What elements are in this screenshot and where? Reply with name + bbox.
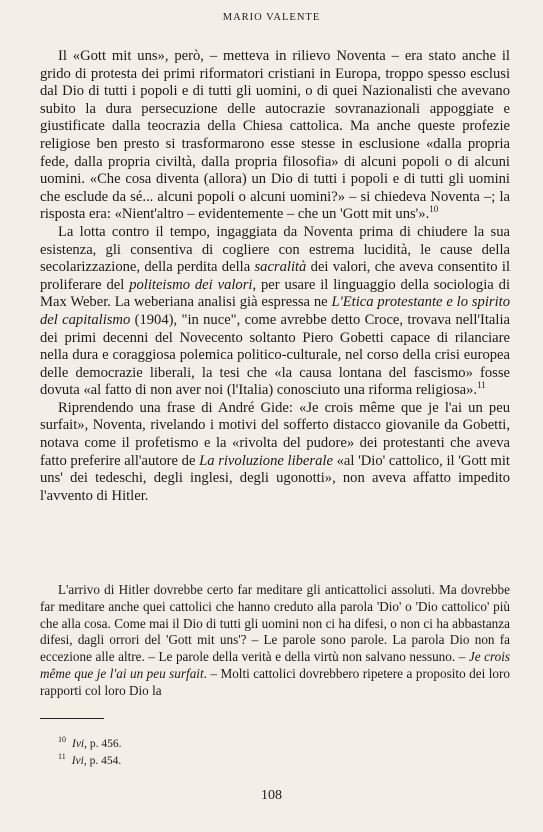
main-text — [40, 48, 510, 505]
paragraph-1: Il «Gott mit uns», però, – metteva in rilievo Noventa – era stato anche il grido di protesta dei primi riformatori cristiani in Europa, troppo spesso esclusi dal Dio di tutti i popoli e di tutti gli uomini, o di quei Nazionalisti che avevano subito la dura persecuzione delle autocrazie sovranazionali appoggiate e giustificate dalla teocrazia della Chiesa cattolica. Ma anche queste profezie religiose ben presto si trasformarono esse stesse in esclusione «dalla propria fede, dalla propria civiltà, dalla propria filosofia» di alcuni popoli o di alcuni uomini. «Che cosa diventa (allora) un Dio di tutti i popoli e di tutti gli uomini che esclude da sé... alcuni popoli o alcuni uomini?» – si chiedeva Noventa –; la risposta era: «Nient'altro – evidentemente – che un 'Gott mit uns'».$^{10}$ — [40, 48, 510, 223]
block-quote: L'arrivo di Hitler dovrebbe certo far meditare gli anticattolici assoluti. Ma dovrebbe far meditare anche quei cattolici che hanno creduto alla parola 'Dio' o 'Dio cattolico' più che alla cosa. Come mai il Dio di tutti gli uomini non ci ha difesi, o non ci ha abbastanza difesi, dagli orrori del 'Gott mit uns'? – Le parole sono parole. La parola Dio non fa eccezione alle altre. – Le parole della verità e della virtù non salvano nessuno. – Je crois même que je l'ai un peu surfait. – Molti cattolici dovrebbero ripetere a proposito dei loro rapporti col loro Dio la — [40, 582, 510, 698]
footnote-ref-11: 11 — [477, 380, 486, 391]
footnote-divider — [40, 718, 104, 719]
page-number: 108 — [261, 788, 282, 803]
paragraph-3: Riprendendo una frase di André Gide: «Je crois même que je l'ai un peu surfait», Noventa, rivelando i motivi del sofferto distacco giovanile da Gobetti, notava come il profetismo e la «rivolta del pudore» dei protestanti che aveva fatto preferire all'autore de La rivoluzione liberale «al 'Dio' cattolico, il 'Gott mit uns' dei tedeschi, degli inglesi, degli ugonotti», non aveva affatto impedito l'avvento di Hitler. — [40, 399, 510, 504]
footnote-10: $^{10}$ Ivi, p. 456. — [58, 735, 122, 750]
running-header: MARIO VALENTE — [222, 12, 321, 23]
footnotes — [58, 736, 478, 770]
footnote-ref-10: 10 — [429, 204, 439, 215]
paragraph-2: La lotta contro il tempo, ingaggiata da Noventa prima di chiudere la sua esistenza, gli consentiva di cogliere con estrema lucidità, le cause della secolarizzazione, della perdita della sacralità dei valori, che aveva consentito il proliferare del politeismo dei valori, per usare il linguaggio della sociologia di Max Weber. La weberiana analisi già espressa ne L'Etica protestante e lo spirito del capitalismo (1904), "in nuce", come avrebbe detto Croce, trovava nell'Italia dei primi decenni del Novecento soltanto Piero Gobetti capace di rilanciare nella dura e coraggiosa polemica politico-culturale, nel corso della crisi europea delle democrazie liberali, la tesi che «la causa lontana del fascismo» fosse dovuta «al fatto di non aver noi (l'Italia) conosciuto una riforma religiosa».$^{11}$ — [40, 223, 511, 399]
footnote-11: $^{11}$ Ivi, p. 454. — [58, 752, 122, 767]
